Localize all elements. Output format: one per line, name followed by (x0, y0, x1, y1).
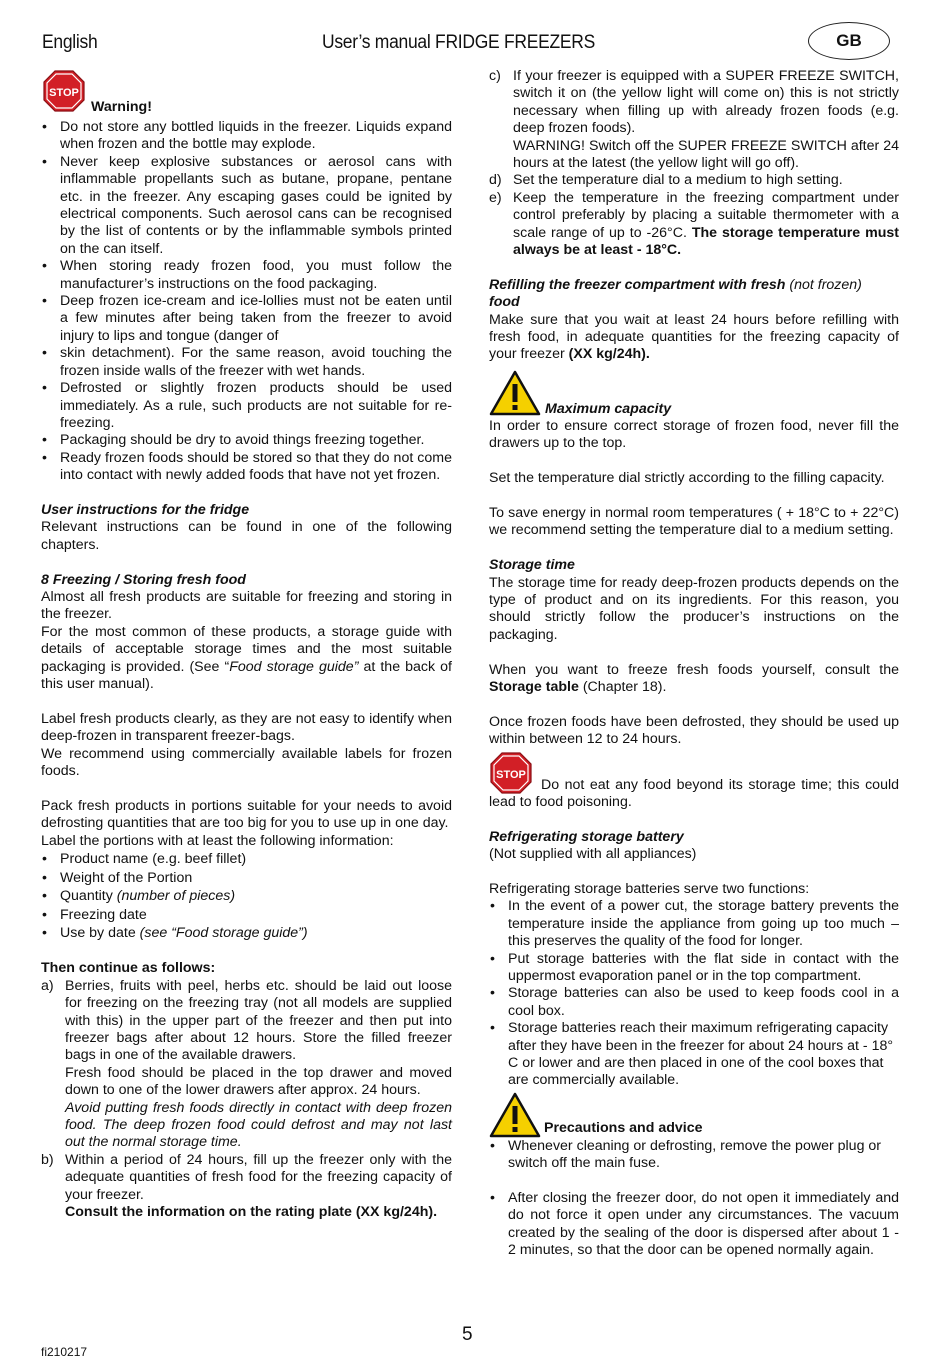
step-a: a) Berries, fruits with peel, herbs etc. should be laid out loose for freezing on the freezing tray (not all models are supplied with this) in the upper part of the freezer and then put into freezer bags after about 12 hours. Store the filled freezer bags in one of the available drawers. Fresh food should be placed in the top drawer and moved down to one of the lower drawers after approx. 24 hours. Avoid putting fresh foods directly in contact with deep frozen food. The deep frozen food could defrost and may not last out the normal storage time. (41, 977, 452, 1151)
maxcap-paragraph-2: Set the temperature dial strictly according to the filling capacity. (489, 470, 885, 487)
storage-paragraph: The storage time for ready deep-frozen products depends on the type of product and on its ingredients. For this reason, you should strictly follow the producer’s instructions on the packaging. (489, 574, 899, 643)
battery-heading: Refrigerating storage battery (489, 828, 684, 845)
maxcap-paragraph-3: To save energy in normal room temperatures ( + 18°C to + 22°C) we recommend setting the temperature dial to a medium setting. (489, 504, 899, 539)
warning-list (41, 119, 452, 485)
svg-text:STOP: STOP (496, 768, 526, 781)
stop-sign-icon (489, 751, 533, 795)
battery-subtitle: (Not supplied with all appliances) (489, 846, 697, 863)
pack-paragraph: Pack fresh products in portions suitable for your needs to avoid defrosting quantities that are too big for you to use up in one day. (41, 797, 452, 832)
label-paragraph-2: We recommend using commercially available labels for frozen foods. (41, 745, 452, 779)
freezing-paragraph: Almost all fresh products are suitable for freezing and storing in the freezer. (41, 588, 452, 623)
maxcap-paragraph: In order to ensure correct storage of frozen food, never fill the drawers up to the top. (489, 417, 899, 452)
step-d: d) Set the temperature dial to a medium to high setting. (489, 172, 843, 189)
stop-note: Do not eat any food beyond its storage time; this could lead to food poisoning. (489, 776, 899, 810)
list-item: • Weight of the Portion (41, 869, 452, 888)
warning-triangle-icon (489, 370, 541, 416)
maxcap-heading: Maximum capacity (545, 400, 672, 417)
list-item: • Put storage batteries with the flat side in contact with the uppermost evaporation panel or in the top compartment. (489, 951, 899, 986)
country-badge: GB (808, 22, 890, 60)
step-e: e) Keep the temperature in the freezing compartment under control preferably by placing a suitable thermometer with a scale range of up to -26°C. The storage temperature must always be at least - 18°C. (489, 189, 899, 259)
steps-list-right (489, 68, 899, 259)
warning-row (41, 68, 452, 115)
page-number: 5 (462, 1324, 473, 1345)
header-language: English (42, 32, 98, 53)
left-column (41, 68, 452, 1221)
stop-note-row (489, 749, 899, 797)
storage-heading: Storage time (489, 557, 575, 574)
list-item: • Whenever cleaning or defrosting, remove the power plug or switch off the main fuse. (489, 1138, 899, 1173)
fridge-text: Relevant instructions can be found in one of the following chapters. (41, 519, 452, 553)
list-item: • After closing the freezer door, do not open it immediately and do not force it open under any circumstances. The vacuum created by the sealing of the door is dispersed after about 1 - 2 minutes, so that the door can be opened normally again. (489, 1190, 899, 1260)
document-code: fi210217 (41, 1345, 88, 1359)
step-b: b) Within a period of 24 hours, fill up the freezer only with the adequate quantities of fresh food for the freezing capacity of your freezer. Consult the information on the rating plate (XX kg/24h). (41, 1151, 452, 1221)
battery-intro: Refrigerating storage batteries serve two functions: (489, 880, 810, 897)
freezing-heading: 8 Freezing / Storing fresh food (41, 571, 246, 588)
step-c: c) If your freezer is equipped with a SUPER FREEZE SWITCH, switch it on (the yellow light will come on) this is not strictly necessary when filling up with already frozen foods (e.g. deep frozen foods). WARNING! Switch off the SUPER FREEZE SWITCH after 24 hours at the latest (the yellow light will go off). (489, 68, 899, 172)
steps-list-left (41, 978, 452, 1222)
freezing-guide-paragraph: For the most common of these products, a storage guide with details of acceptable storage times and the most suitable packaging is provided. (See “Food storage guide” at the back of this user manual). (41, 623, 452, 692)
list-item: • skin detachment). For the same reason, avoid touching the frozen inside walls of the freezer with wet hands. (41, 345, 452, 380)
continue-heading: Then continue as follows: (41, 960, 216, 977)
stop-sign-text: STOP (49, 87, 79, 99)
precautions-list (489, 1138, 899, 1260)
pack-paragraph-2: Label the portions with at least the following information: (41, 832, 394, 849)
precautions-heading: Precautions and advice (544, 1119, 703, 1136)
label-info-list (41, 850, 452, 943)
list-item: • Defrosted or slightly frozen products should be used immediately. As a rule, such products are not suitable for re-freezing. (41, 380, 452, 432)
list-item: • Packaging should be dry to avoid things freezing together. (41, 432, 452, 449)
label-paragraph: Label fresh products clearly, as they are not easy to identify when deep-frozen in transparent freezer-bags. (41, 710, 452, 745)
list-item: • Use by date (see “Food storage guide”) (41, 924, 452, 943)
precautions-row (489, 1090, 899, 1138)
right-column (489, 68, 899, 1260)
list-item: • Ready frozen foods should be stored so that they do not come into contact with newly added foods that have not yet frozen. (41, 450, 452, 485)
fridge-heading: User instructions for the fridge (41, 501, 250, 518)
page-header (0, 22, 950, 66)
refill-text: Make sure that you wait at least 24 hours before refilling with fresh food, in adequate quantities for the freezing capacity of your freezer (XX kg/24h). (489, 311, 899, 363)
list-item: • In the event of a power cut, the storage battery prevents the temperature inside the appliance from going up too much – this preserves the quality of the food for longer. (489, 898, 899, 950)
list-item: • Do not store any bottled liquids in the freezer. Liquids expand when frozen and the bottle may explode. (41, 119, 452, 154)
list-item: • Storage batteries can also be used to keep foods cool in a cool box. (489, 985, 899, 1020)
maxcap-row (489, 364, 899, 418)
list-item: • Deep frozen ice-cream and ice-lollies must not be eaten until a few minutes after being taken from the freezer to avoid injury to lips and tongue (danger of (41, 293, 452, 345)
storage-paragraph-2: When you want to freeze fresh foods yourself, consult the Storage table (Chapter 18). (489, 661, 899, 695)
stop-sign-icon (42, 69, 86, 113)
battery-list (489, 898, 899, 1089)
list-item: • When storing ready frozen food, you must follow the manufacturer’s instructions on the food packaging. (41, 258, 452, 293)
warning-label: Warning! (91, 99, 152, 115)
storage-paragraph-3: Once frozen foods have been defrosted, they should be used up within between 12 to 24 hours. (489, 713, 899, 748)
list-item: • Product name (e.g. beef fillet) (41, 850, 452, 869)
list-item: • Freezing date (41, 906, 452, 925)
warning-triangle-icon (489, 1092, 541, 1138)
list-item: • Storage batteries reach their maximum refrigerating capacity after they have been in the freezer for about 24 hours at - 18° C or lower and are then placed in one of the cool boxes that are commercially available. (489, 1020, 899, 1090)
refill-heading: Refilling the freezer compartment with fresh (not frozen) food (489, 276, 862, 311)
list-item: • Quantity (number of pieces) (41, 887, 452, 906)
header-title: User’s manual FRIDGE FREEZERS (322, 32, 596, 53)
list-item: • Never keep explosive substances or aerosol cans with inflammable propellants such as butane, propane, pentane etc. in the freezer. Any escaping gases could be ignited by electrical components. Such aerosol cans can be recognised by the list of contents or by the inflammable symbols printed on the can itself. (41, 154, 452, 258)
